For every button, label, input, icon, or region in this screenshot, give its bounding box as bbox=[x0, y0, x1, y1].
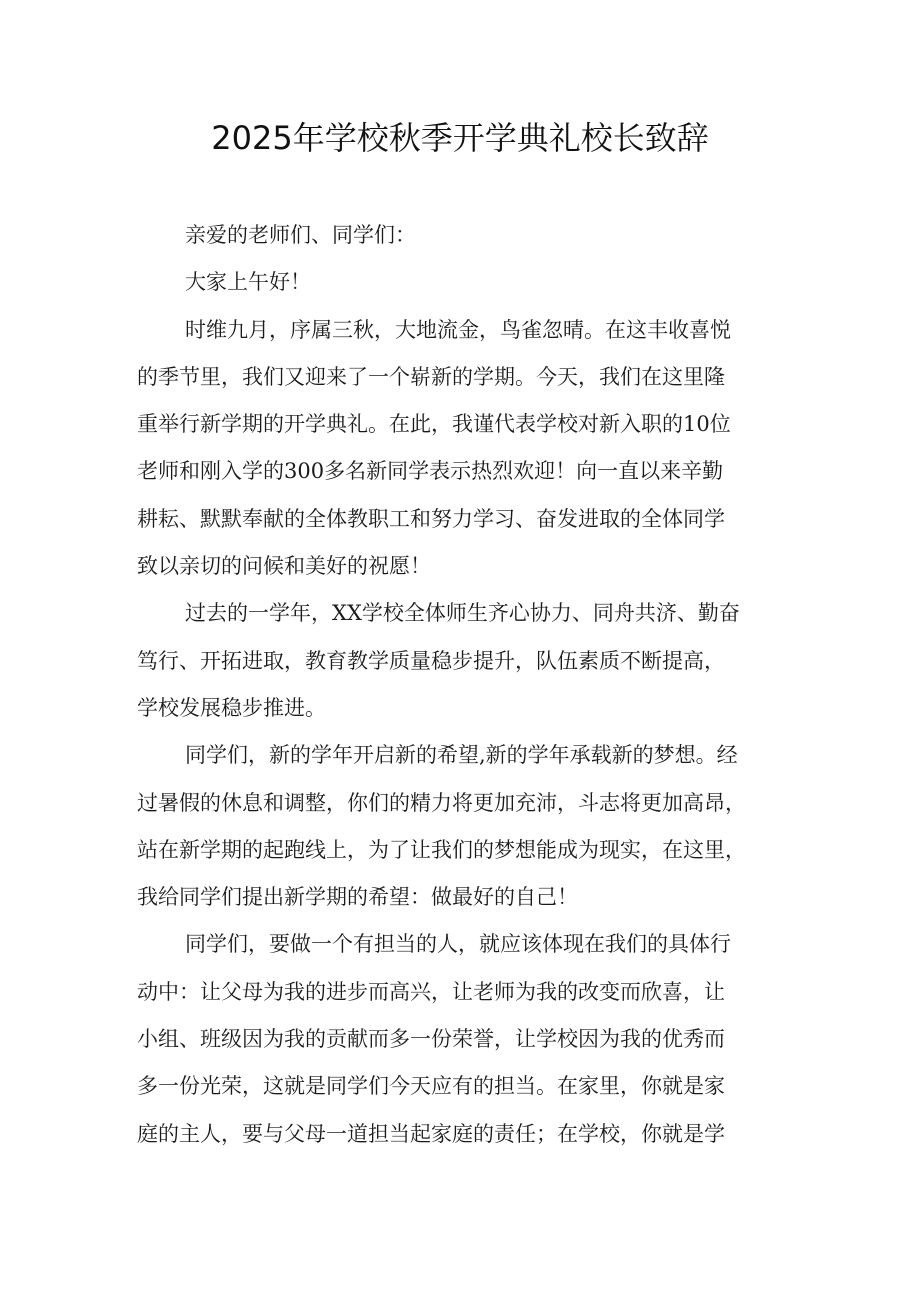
paragraph-line: 老师和刚入学的300多名新同学表示热烈欢迎！向一直以来辛勤 bbox=[137, 459, 724, 484]
greeting: 大家上午好！ bbox=[185, 270, 311, 295]
paragraph-line: 小组、班级因为我的贡献而多一份荣誉，让学校因为我的优秀而 bbox=[137, 1027, 725, 1052]
salutation: 亲爱的老师们、同学们： bbox=[185, 223, 416, 247]
paragraph-line: 笃行、开拓进取，教育教学质量稳步提升，队伍素质不断提高， bbox=[137, 648, 725, 673]
paragraph-line: 我给同学们提出新学期的希望：做最好的自己！ bbox=[137, 885, 578, 910]
document-body bbox=[137, 212, 801, 1158]
paragraph-line: 多一份光荣，这就是同学们今天应有的担当。在家里，你就是家 bbox=[137, 1074, 725, 1099]
paragraph-4 bbox=[137, 921, 801, 1157]
paragraph-line: 重举行新学期的开学典礼。在此，我谨代表学校对新入职的10位 bbox=[137, 412, 731, 437]
paragraph-line: 的季节里，我们又迎来了一个崭新的学期。今天，我们在这里隆 bbox=[137, 364, 725, 389]
paragraph-line: 学校发展稳步推进。 bbox=[137, 695, 326, 720]
paragraph-line: 过暑假的休息和调整，你们的精力将更加充沛，斗志将更加高昂， bbox=[137, 790, 746, 815]
paragraph-line: 致以亲切的问候和美好的祝愿！ bbox=[137, 554, 431, 579]
paragraph-line: 时维九月，序属三秋，大地流金，鸟雀忽晴。在这丰收喜悦 bbox=[185, 317, 731, 342]
paragraph-line: 过去的一学年，XX学校全体师生齐心协力、同舟共济、勤奋 bbox=[185, 601, 740, 626]
paragraph-line: 动中：让父母为我的进步而高兴，让老师为我的改变而欣喜，让 bbox=[137, 979, 725, 1004]
paragraph-line: 庭的主人，要与父母一道担当起家庭的责任；在学校，你就是学 bbox=[137, 1121, 725, 1146]
paragraph-line: 站在新学期的起跑线上，为了让我们的梦想能成为现实，在这里， bbox=[137, 837, 746, 862]
paragraph-line: 同学们，要做一个有担当的人，就应该体现在我们的具体行 bbox=[185, 932, 731, 957]
paragraph-3 bbox=[137, 732, 801, 921]
paragraph-2 bbox=[137, 590, 801, 732]
document-title: 2025年学校秋季开学典礼校长致辞 bbox=[211, 119, 709, 157]
paragraph-line: 耕耘、默默奉献的全体教职工和努力学习、奋发进取的全体同学 bbox=[137, 506, 725, 531]
paragraph-1 bbox=[137, 307, 801, 591]
paragraph-line: 同学们，新的学年开启新的希望,新的学年承载新的梦想。经 bbox=[185, 743, 738, 768]
